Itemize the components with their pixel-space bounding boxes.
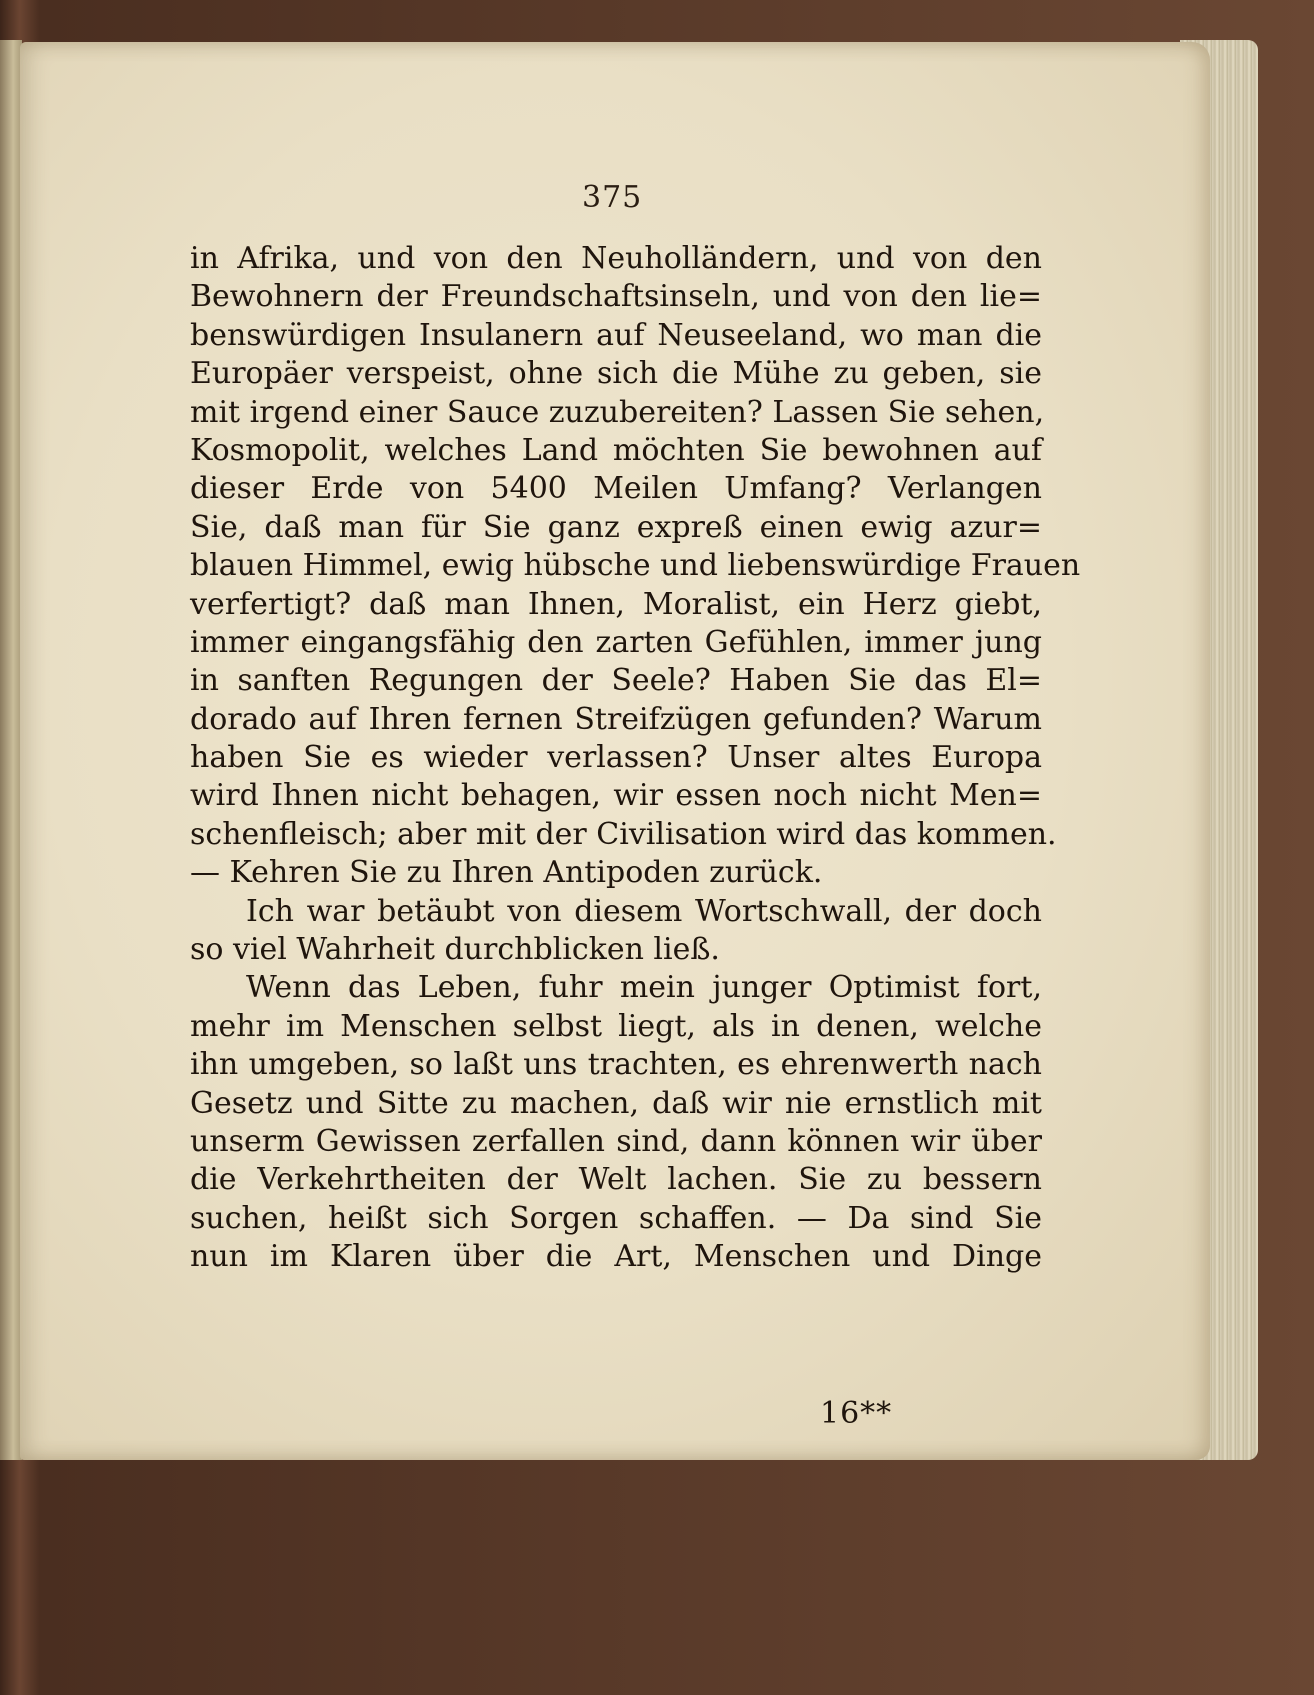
printer-signature-mark: 16** bbox=[820, 1396, 893, 1431]
text-line: benswürdigen Insulanern auf Neuseeland, wo man die bbox=[190, 317, 1042, 353]
binding-gutter bbox=[0, 40, 22, 1460]
text-line: Europäer verspeist, ohne sich die Mühe zu geben, sie bbox=[190, 356, 1042, 392]
text-line: immer eingangsfähig den zarten Gefühlen, immer jung bbox=[190, 624, 1042, 660]
text-line: Sie, daß man für Sie ganz expreß einen ewig azur= bbox=[190, 509, 1042, 545]
text-line: Kosmopolit, welches Land möchten Sie bewohnen auf bbox=[190, 432, 1042, 468]
text-line: dieser Erde von 5400 Meilen Umfang? Verlangen bbox=[190, 471, 1042, 507]
paragraph-end-line: so viel Wahrheit durchblicken ließ. bbox=[190, 932, 720, 968]
text-line: haben Sie es wieder verlassen? Unser altes Europa bbox=[190, 740, 1042, 776]
text-line: die Verkehrtheiten der Welt lachen. Sie zu bessern bbox=[190, 1162, 1042, 1198]
text-line: ihn umgeben, so laßt uns trachten, es ehrenwerth nach bbox=[190, 1047, 1042, 1083]
text-line: Bewohnern der Freundschaftsinseln, und von den lie= bbox=[190, 279, 1042, 315]
text-line: verfertigt? daß man Ihnen, Moralist, ein Herz giebt, bbox=[190, 586, 1042, 622]
text-line: dorado auf Ihren fernen Streifzügen gefunden? Warum bbox=[190, 701, 1042, 737]
text-line: unserm Gewissen zerfallen sind, dann können wir über bbox=[190, 1123, 1042, 1159]
text-line: suchen, heißt sich Sorgen schaffen. — Da sind Sie bbox=[190, 1200, 1042, 1236]
paragraph-start-line: Wenn das Leben, fuhr mein junger Optimist fort, bbox=[246, 970, 1042, 1006]
page-number: 375 bbox=[582, 180, 643, 215]
text-line: in Afrika, und von den Neuholländern, und von den bbox=[190, 241, 1042, 276]
text-line: wird Ihnen nicht behagen, wir essen noch nicht Men= bbox=[190, 778, 1042, 814]
text-line: Gesetz und Sitte zu machen, daß wir nie ernstlich mit bbox=[190, 1085, 1042, 1121]
text-line: mehr im Menschen selbst liegt, als in denen, welche bbox=[190, 1008, 1042, 1044]
text-line: blauen Himmel, ewig hübsche und liebenswürdige Frauen bbox=[190, 548, 1081, 584]
body-text bbox=[190, 240, 1081, 1277]
text-line: mit irgend einer Sauce zuzubereiten? Lassen Sie sehen, bbox=[190, 394, 1045, 430]
paragraph-start-line: Ich war betäubt von diesem Wortschwall, der doch bbox=[246, 893, 1042, 929]
text-line: schenfleisch; aber mit der Civilisation wird das kommen. bbox=[190, 816, 1057, 852]
text-line: in sanften Regungen der Seele? Haben Sie das El= bbox=[190, 663, 1042, 699]
paragraph-end-line: — Kehren Sie zu Ihren Antipoden zurück. bbox=[190, 855, 823, 891]
text-line: nun im Klaren über die Art, Menschen und Dinge bbox=[190, 1239, 1042, 1275]
